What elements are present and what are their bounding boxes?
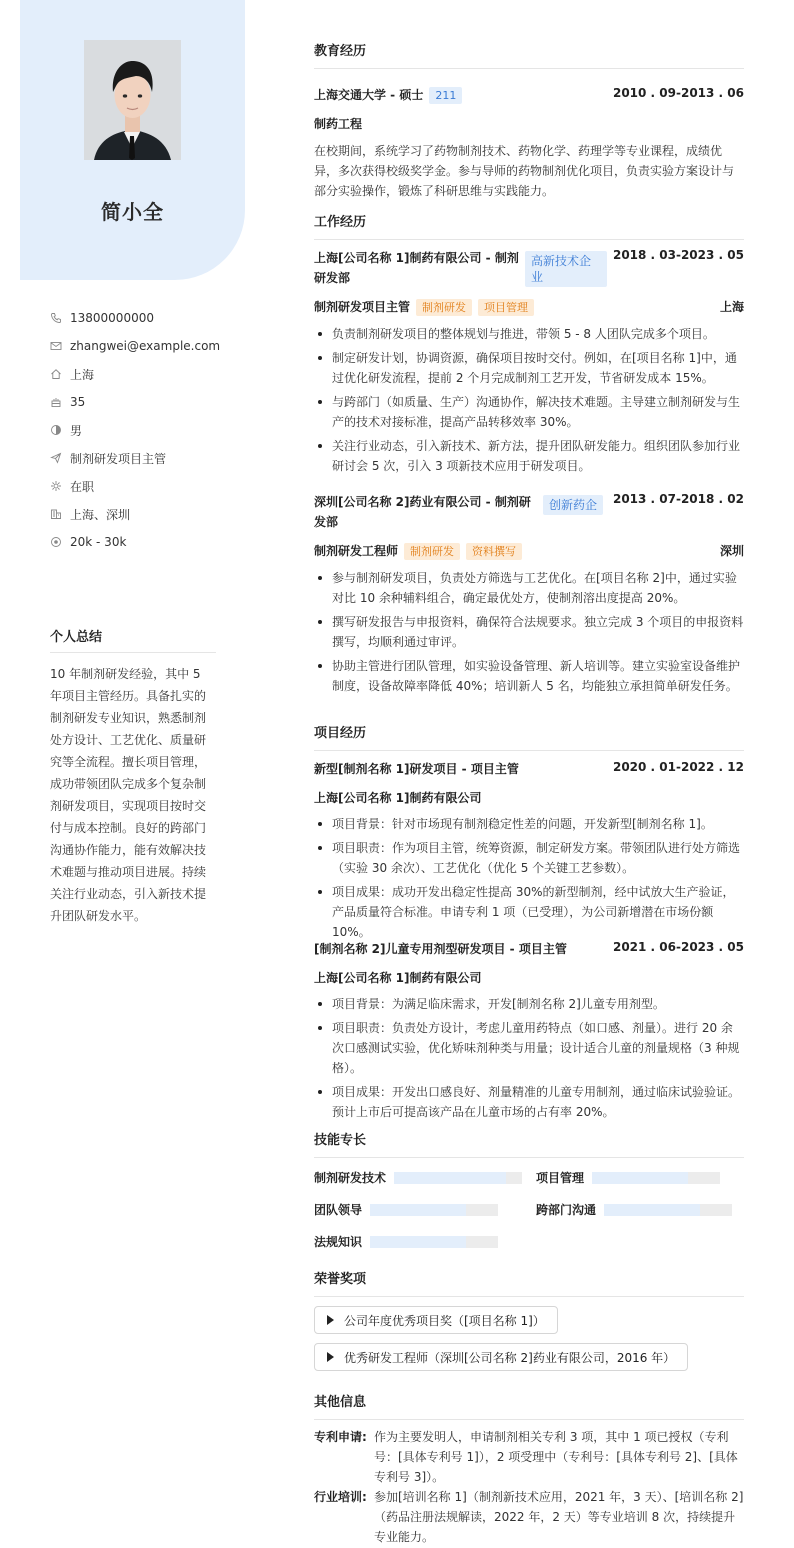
contact-location	[50, 360, 250, 388]
job-bullet: 与跨部门（如质量、生产）沟通协作，解决技术难题。主导建立制剂研发与生产的技术对接标准，提高产品转移效率 30%。	[314, 392, 744, 432]
job-bullets	[314, 568, 744, 696]
contact-phone	[50, 304, 250, 332]
skill-bar	[394, 1172, 522, 1184]
phone-icon	[50, 312, 62, 324]
position-value: 制剂研发项目主管	[70, 451, 167, 466]
work-section	[314, 211, 744, 240]
project-bullet: 项目成果：开发出口感良好、剂量精准的儿童专用制剂，通过临床试验验证。预计上市后可提高该产品在儿童市场的占有率 20%。	[314, 1082, 744, 1122]
work-heading: 工作经历	[314, 211, 744, 240]
city-value: 上海、深圳	[70, 507, 131, 522]
contact-city	[50, 500, 250, 528]
project-bullets	[314, 814, 744, 942]
job-title-row	[314, 542, 744, 560]
job-company-tag: 高新技术企业	[525, 251, 607, 287]
position-icon	[50, 452, 62, 464]
sidebar	[0, 0, 260, 1548]
contact-gender	[50, 416, 250, 444]
project-date: 2020 . 01-2022 . 12	[612, 760, 744, 774]
job-company-tag-wrap	[543, 495, 609, 515]
age-value: 35	[70, 395, 86, 409]
skill-bar	[592, 1172, 720, 1184]
project-header	[314, 760, 744, 777]
salary-value: 20k - 30k	[70, 535, 127, 549]
skills-heading: 技能专长	[314, 1129, 744, 1158]
skill-bar-empty	[466, 1204, 498, 1216]
skill-item	[536, 1201, 732, 1218]
education-header	[314, 86, 744, 104]
age-icon	[50, 396, 62, 408]
award-text: 优秀研发工程师（深圳[公司名称 2]药业有限公司，2016 年）	[344, 1350, 676, 1365]
email-value: zhangwei@example.com	[70, 339, 221, 353]
awards-heading: 荣誉奖项	[314, 1268, 744, 1297]
skill-name: 跨部门沟通	[536, 1203, 597, 1217]
education-desc: 在校期间，系统学习了药物制剂技术、药物化学、药理学等专业课程，成绩优异，多次获得校级奖学金。参与导师的药物制剂优化项目，负责实验方案设计与部分实验操作，锻炼了科研思维与实践能力。	[314, 144, 735, 198]
skill-name: 法规知识	[314, 1235, 363, 1249]
skill-item	[536, 1169, 720, 1186]
school-name: 上海交通大学 - 硕士	[314, 88, 424, 102]
profile-photo	[84, 40, 181, 160]
job-bullet: 负责制剂研发项目的整体规划与推进，带领 5 - 8 人团队完成多个项目。	[314, 324, 744, 344]
contact-age	[50, 388, 250, 416]
job-company: 深圳[公司名称 2]药业有限公司 - 制剂研发部	[314, 495, 531, 529]
project-item	[314, 760, 744, 946]
job-date: 2018 . 03-2023 . 05	[612, 248, 744, 262]
status-icon	[50, 480, 62, 492]
expand-triangle-icon	[327, 1315, 334, 1325]
avatar-portrait-icon	[84, 40, 181, 160]
skill-name: 项目管理	[536, 1171, 585, 1185]
education-date: 2010 . 09-2013 . 06	[612, 86, 744, 100]
project-item	[314, 940, 744, 1126]
job-title-row	[314, 298, 744, 316]
other-info-row	[314, 1487, 744, 1547]
job-tag: 制剂研发	[416, 299, 472, 316]
skill-bar	[370, 1204, 498, 1216]
project-bullet: 项目职责：负责处方设计，考虑儿童用药特点（如口感、剂量）。进行 20 余次口感测试实验，优化矫味剂种类与用量；设计适合儿童的剂量规格（3 种规格）。	[314, 1018, 744, 1078]
skill-bar	[370, 1236, 498, 1248]
project-name: [制剂名称 2]儿童专用剂型研发项目 - 项目主管	[314, 942, 567, 956]
education-major: 制药工程	[314, 117, 363, 131]
job-item	[314, 248, 744, 480]
job-title-wrap	[314, 542, 522, 560]
job-item	[314, 492, 744, 700]
job-title: 制剂研发工程师	[314, 544, 399, 558]
skill-bar-empty	[700, 1204, 732, 1216]
job-company-tag-wrap	[525, 251, 607, 287]
project-name: 新型[制剂名称 1]研发项目 - 项目主管	[314, 762, 519, 776]
education-heading: 教育经历	[314, 40, 744, 69]
city-icon	[50, 508, 62, 520]
job-company: 上海[公司名称 1]制药有限公司 - 制剂研发部	[314, 251, 519, 285]
job-company-tag: 创新药企	[543, 495, 603, 515]
gender-icon	[50, 424, 62, 436]
project-bullets	[314, 994, 744, 1122]
project-bullet: 项目背景：为满足临床需求，开发[制剂名称 2]儿童专用剂型。	[314, 994, 744, 1014]
location-value: 上海	[70, 367, 95, 382]
other-info-value: 作为主要发明人，申请制剂相关专利 3 项，其中 1 项已授权（专利号：[具体专利号 1]），2 项受理中（专利号：[具体专利号 2]、[具体专利号 3]）。	[374, 1430, 738, 1484]
contact-salary	[50, 528, 250, 556]
profile-card	[20, 0, 245, 280]
summary-section	[50, 626, 216, 927]
job-bullet: 关注行业动态，引入新技术、新方法，提升团队研发能力。组织团队参加行业研讨会 5 次，引入 3 项新技术应用于研发项目。	[314, 436, 744, 476]
awards-section	[314, 1268, 744, 1297]
contact-status	[50, 472, 250, 500]
job-tag: 项目管理	[478, 299, 534, 316]
skill-name: 制剂研发技术	[314, 1171, 387, 1185]
project-bullet: 项目成果：成功开发出稳定性提高 30%的新型制剂，经中试放大生产验证，产品质量符合标准。申请专利 1 项（已受理），为公司新增潜在市场份额 10%。	[314, 882, 744, 942]
skills-section	[314, 1129, 744, 1158]
expand-triangle-icon	[327, 1352, 334, 1362]
job-bullet: 撰写研发报告与申报资料，确保符合法规要求。独立完成 3 个项目的申报资料撰写，均顺利通过审评。	[314, 612, 744, 652]
job-city: 上海	[719, 300, 744, 314]
school-tag: 211	[429, 87, 462, 104]
skill-bar	[604, 1204, 732, 1216]
skill-bar-empty	[506, 1172, 522, 1184]
education-section	[314, 40, 744, 201]
skill-name: 团队领导	[314, 1203, 363, 1217]
projects-heading: 项目经历	[314, 722, 744, 751]
contact-email	[50, 332, 250, 360]
gender-value: 男	[70, 423, 83, 438]
other-info-key: 专利申请:	[314, 1430, 367, 1444]
job-bullets	[314, 324, 744, 476]
project-bullet: 项目背景：针对市场现有制剂稳定性差的问题，开发新型[制剂名称 1]。	[314, 814, 744, 834]
project-date: 2021 . 06-2023 . 05	[612, 940, 744, 954]
award-text: 公司年度优秀项目奖（[项目名称 1]）	[344, 1313, 545, 1328]
other-heading: 其他信息	[314, 1391, 744, 1420]
skill-bar-empty	[688, 1172, 720, 1184]
job-tag: 资料撰写	[466, 543, 522, 560]
job-title: 制剂研发项目主管	[314, 300, 411, 314]
contact-list	[50, 304, 250, 556]
award-item[interactable]	[314, 1343, 688, 1371]
profile-name: 简小全	[101, 200, 164, 224]
skill-item	[314, 1201, 498, 1218]
contact-position	[50, 444, 250, 472]
skill-item	[314, 1169, 522, 1186]
other-section	[314, 1391, 744, 1420]
job-date: 2013 . 07-2018 . 02	[612, 492, 744, 506]
job-tag: 制剂研发	[404, 543, 460, 560]
status-value: 在职	[70, 479, 95, 494]
project-company: 上海[公司名称 1]制药有限公司	[314, 971, 482, 985]
job-title-wrap	[314, 298, 534, 316]
other-info-row	[314, 1427, 744, 1487]
summary-heading: 个人总结	[50, 626, 216, 653]
project-bullet: 项目职责：作为项目主管，统筹资源，制定研发方案。带领团队进行处方筛选（实验 30 余次）、工艺优化（优化 5 个关键工艺参数）。	[314, 838, 744, 878]
summary-text: 10 年制剂研发经验，其中 5 年项目主管经历。具备扎实的制剂研发专业知识，熟悉制剂处方设计、工艺优化、质量研究等全流程。擅长项目管理，成功带领团队完成多个复杂制剂研发项目，实现项目按时交付与成本控制。良好的跨部门沟通协作能力，能有效解决技术难题与推动项目进展。持续关注行业动态，引入新技术提升团队研发水平。	[50, 667, 207, 923]
project-company: 上海[公司名称 1]制药有限公司	[314, 791, 482, 805]
other-info-value: 参加[培训名称 1]（制剂新技术应用，2021 年，3 天）、[培训名称 2]（药品注册法规解读，2022 年，2 天）等专业培训 8 次，持续提升专业能力。	[374, 1490, 744, 1544]
job-bullet: 参与制剂研发项目，负责处方筛选与工艺优化。在[项目名称 2]中，通过实验对比 10 余种辅料组合，确定最优处方，使制剂溶出度提高 20%。	[314, 568, 744, 608]
skill-bar-empty	[466, 1236, 498, 1248]
education-school	[314, 86, 462, 104]
phone-value: 13800000000	[70, 311, 154, 325]
job-header	[314, 248, 744, 288]
job-city: 深圳	[719, 544, 744, 558]
award-item[interactable]	[314, 1306, 558, 1334]
projects-section	[314, 722, 744, 751]
other-info-key: 行业培训:	[314, 1490, 367, 1504]
salary-icon	[50, 536, 62, 548]
email-icon	[50, 340, 62, 352]
home-icon	[50, 368, 62, 380]
job-bullet: 协助主管进行团队管理，如实验设备管理、新人培训等。建立实验室设备维护制度，设备故障率降低 40%；培训新人 5 名，均能独立承担简单研发任务。	[314, 656, 744, 696]
job-header	[314, 492, 744, 532]
job-bullet: 制定研发计划，协调资源，确保项目按时交付。例如，在[项目名称 1]中，通过优化研发流程，提前 2 个月完成制剂工艺开发，节省研发成本 15%。	[314, 348, 744, 388]
skill-item	[314, 1233, 498, 1250]
project-header	[314, 940, 744, 957]
